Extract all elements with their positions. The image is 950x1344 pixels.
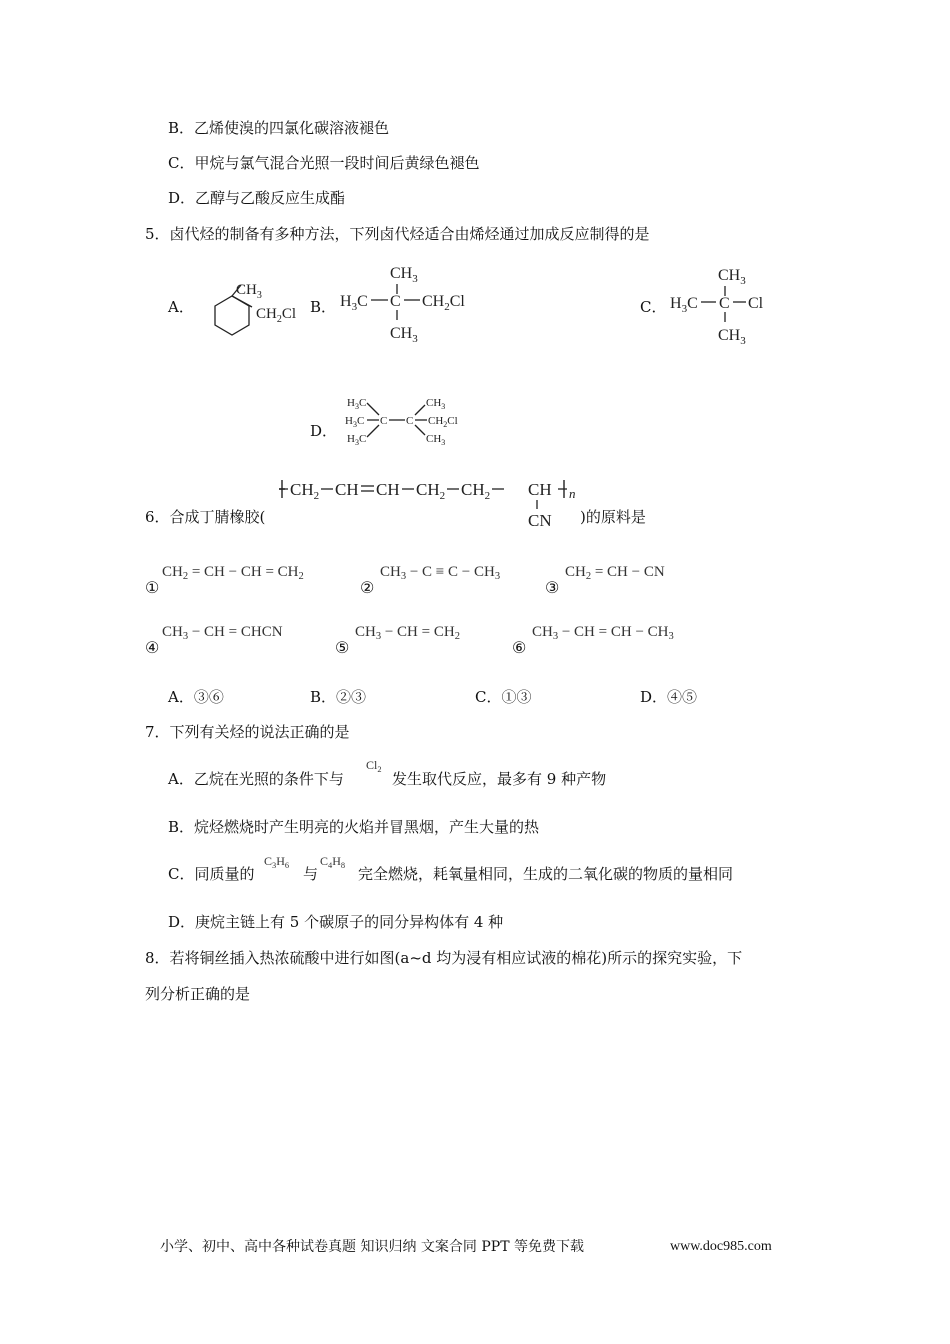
svg-text:Cl: Cl [748,295,764,312]
q6-option-1-formula: $CH_2$ = CH − CH = $CH_2$ [162,564,304,582]
q5-option-b-structure [340,258,490,348]
svg-text:CH3: $CH_3$ [718,267,746,287]
footer-url[interactable]: www.doc985.com [670,1239,772,1254]
q5-stem: 5．卤代烃的制备有多种方法，下列卤代烃适合由烯烃通过加成反应制得的是 [145,225,650,243]
svg-text:C: C [406,415,414,427]
q7-option-c-prefix: C．同质量的 [168,865,255,883]
q6-option-5-formula: $CH_3$ − CH = $CH_2$ [355,624,460,642]
svg-text:CH: CH [376,480,400,499]
svg-text:C: C [719,295,730,312]
svg-text:CH: CH [335,480,359,499]
footer-text: 小学、初中、高中各种试卷真题 知识归纳 文案合同 PPT 等免费下载 [160,1239,584,1255]
svg-text:CH3: $CH_3$ [236,282,262,301]
q4-option-d: D．乙醇与乙酸反应生成酯 [168,189,346,207]
q8-stem-line-1: 8．若将铜丝插入热浓硫酸中进行如图(a~d 均为浸有相应试液的棉花)所示的探究实验，下 [145,949,743,967]
svg-text:H3C: $H_3C$ [345,415,365,429]
svg-text:CH2: $CH_2$ [461,480,491,502]
svg-text:CH3: $CH_3$ [390,325,418,345]
svg-text:CH2Cl: $CH_2Cl$ [428,415,458,429]
q6-stem-suffix: )的原料是 [580,508,646,526]
svg-text:H3C: $H_3C$ [347,397,367,411]
q6-option-4-number: ④ [145,638,160,657]
svg-text:CH2Cl: $CH_2Cl$ [422,293,465,313]
q7-option-d: D．庚烷主链上有 5 个碳原子的同分异构体有 4 种 [168,913,504,931]
svg-text:CH3: $CH_3$ [390,265,418,285]
svg-text:CH3: $CH_3$ [718,327,746,347]
q6-option-2-formula: $CH_3 - C \equiv C - CH_3$ [380,564,501,582]
q6-option-6-formula: $CH_3$ − CH = CH − $CH_3$ [532,624,674,642]
q6-answer-c: C．①③ [475,688,532,706]
q7-option-c-formula-1: $C_3H_6$ [264,854,290,870]
q5-option-c-structure [670,262,780,352]
q6-answer-a: A．③⑥ [168,688,224,706]
q7-option-c-formula-2: $C_4H_8$ [320,854,346,870]
q6-polymer-structure [270,474,590,532]
q6-option-3-formula: $CH_2$ = CH − CN [565,564,665,582]
svg-text:H3C: $H_3C$ [340,293,368,313]
q6-answer-b: B．②③ [310,688,367,706]
svg-text:H3C: $H_3C$ [670,295,698,315]
q7-stem: 7．下列有关烃的说法正确的是 [145,723,350,741]
svg-text:CN: CN [528,511,552,530]
q8-stem-line-2: 列分析正确的是 [145,985,251,1003]
q7-option-c-suffix: 完全燃烧，耗氧量相同，生成的二氧化碳的物质的量相同 [358,865,734,883]
q6-option-4-formula: $CH_3$ − CH = CHCN [162,624,283,642]
q5-option-d-label: D． [310,422,338,440]
q7-option-b: B．烷烃燃烧时产生明亮的火焰并冒黑烟，产生大量的热 [168,818,540,836]
q7-option-c-mid: 与 [303,865,319,883]
q6-option-6-number: ⑥ [512,638,527,657]
q6-stem-prefix: 6．合成丁腈橡胶( [145,508,266,526]
q6-answer-d: D．④⑤ [640,688,698,706]
q6-option-2-number: ② [360,578,375,597]
svg-text:CH2: $CH_2$ [416,480,446,502]
q7-option-a-suffix: 发生取代反应，最多有 9 种产物 [392,770,607,788]
q7-option-a-prefix: A．乙烷在光照的条件下与 [168,770,344,788]
q5-option-d-structure [345,393,475,449]
q5-option-a-label: A． [168,298,194,316]
q6-option-5-number: ⑤ [335,638,350,657]
svg-text:CH3: $CH_3$ [426,397,446,411]
q4-option-b: B．乙烯使溴的四氯化碳溶液褪色 [168,119,390,137]
svg-text:C: C [390,293,401,310]
q5-option-a-structure [195,278,315,348]
svg-text:CH2Cl: $CH_2Cl$ [256,306,297,325]
q6-option-3-number: ③ [545,578,560,597]
svg-text:CH3: $CH_3$ [426,433,446,447]
svg-text:n: n [569,486,576,501]
q4-option-c: C．甲烷与氯气混合光照一段时间后黄绿色褪色 [168,154,480,172]
svg-text:CH2: $CH_2$ [290,480,320,502]
svg-text:H3C: $H_3C$ [347,433,367,447]
q5-option-c-label: C． [640,298,667,316]
svg-text:CH: CH [528,480,552,499]
q6-option-1-number: ① [145,578,160,597]
svg-text:C: C [380,415,388,427]
q7-option-a-formula: $Cl_2$ [366,758,382,774]
q5-option-b-label: B． [310,298,337,316]
